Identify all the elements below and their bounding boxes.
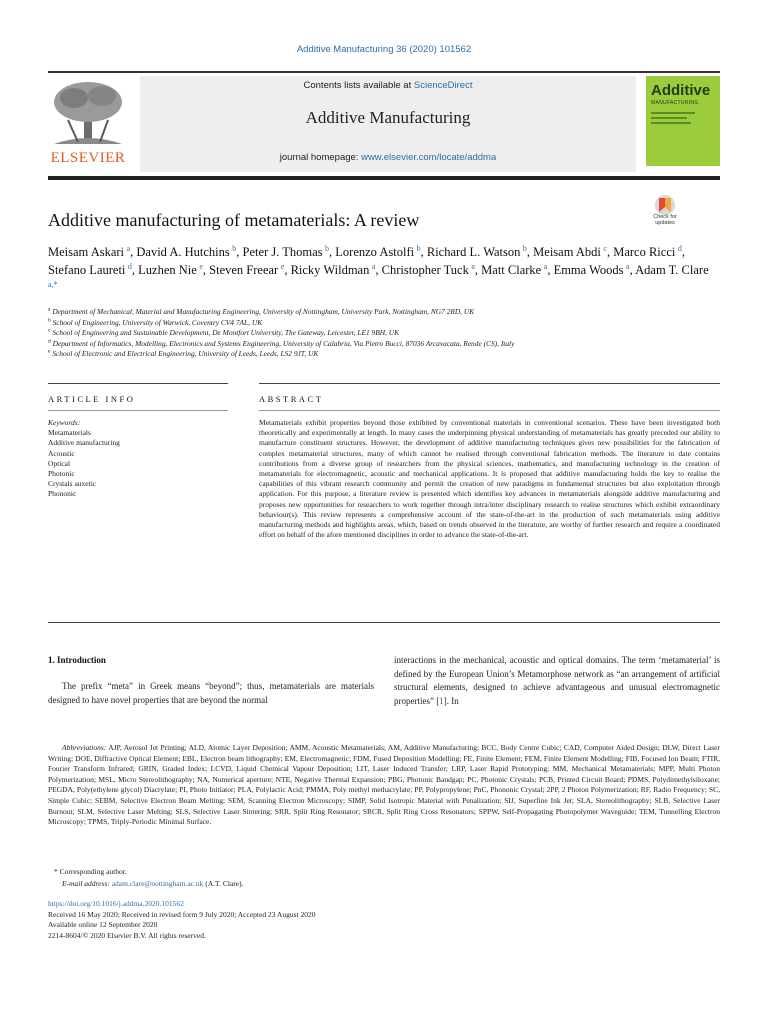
- abbreviations-label: Abbreviations:: [62, 743, 107, 752]
- homepage-line: [140, 152, 636, 163]
- author-name[interactable]: Ricky Wildman: [290, 263, 370, 277]
- author-entry[interactable]: [243, 245, 329, 259]
- email-label: E-mail address:: [62, 879, 110, 888]
- affiliation-marker: b: [48, 317, 51, 324]
- author-affiliation-marker[interactable]: b: [416, 243, 421, 253]
- author-entry[interactable]: [136, 245, 236, 259]
- doi-link[interactable]: https://doi.org/10.1016/j.addma.2020.101562: [48, 899, 184, 908]
- cover-line: [651, 122, 691, 124]
- keywords-list: [48, 428, 228, 499]
- author-affiliation-marker[interactable]: e: [199, 261, 203, 271]
- affiliation-text: School of Engineering, University of Warwick, Coventry CV4 7AL, UK: [52, 317, 263, 327]
- affiliation-text: School of Engineering and Sustainable Development, De Montfort University, The Gateway, Leicester, LE1 9BH, UK: [52, 328, 400, 338]
- intro-right-text: interactions in the mechanical, acoustic and optical domains. The term ‘metamaterial’ is defined by the European Union’s Metamorphose network as “an arrangement of artificial structural elements, designed to achieve advantageous and unusual electromagnetic properties” [: [394, 655, 720, 706]
- header-bottom-rule: [48, 176, 720, 180]
- bookmark-icon: [645, 194, 685, 216]
- introduction-heading: 1. Introduction: [48, 655, 106, 665]
- author-name[interactable]: Lorenzo Astolfi: [335, 245, 415, 259]
- copyright-line: 2214-8604/© 2020 Elsevier B.V. All rights reserved.: [48, 930, 206, 940]
- author-entry[interactable]: [209, 263, 284, 277]
- affiliation-text: Department of Informatics, Modelling, Electronics and Systems Engineering, University of Calabria, Via Pietro Bucci, 87036 Arcavacata, Rende (CS), Italy: [52, 338, 515, 348]
- abstract-rule: [259, 383, 720, 384]
- corresponding-author: * Corresponding author.: [54, 867, 127, 876]
- article-title: Additive manufacturing of metamaterials: A review: [48, 210, 420, 230]
- affiliation-item: [48, 307, 720, 318]
- keyword-item: Phononic: [48, 489, 77, 499]
- affiliation-item: [48, 349, 720, 360]
- author-entry[interactable]: [427, 245, 527, 259]
- available-online: Available online 12 September 2020: [48, 920, 158, 930]
- affiliation-text: Department of Mechanical, Material and Manufacturing Engineering, University of Nottingham, University Park, Nottingham, NG7 2RD, UK: [52, 307, 475, 316]
- cover-line: [651, 112, 695, 114]
- author-name[interactable]: Marco Ricci: [613, 245, 676, 259]
- homepage-link[interactable]: www.elsevier.com/locate/addma: [361, 152, 497, 163]
- citation-link[interactable]: 1: [439, 695, 444, 706]
- abstract-rule-2: [259, 410, 720, 411]
- author-affiliation-marker[interactable]: b: [522, 243, 527, 253]
- author-name[interactable]: Stefano Laureti: [48, 263, 126, 277]
- article-info-heading: ARTICLE INFO: [48, 394, 136, 404]
- contents-line: [140, 80, 636, 91]
- author-affiliation-marker[interactable]: a: [543, 261, 548, 271]
- affiliation-marker: d: [48, 338, 51, 345]
- author-affiliation-marker[interactable]: c: [603, 243, 607, 253]
- keyword-item: Metamaterials: [48, 428, 91, 438]
- introduction-paragraph-right: [394, 654, 720, 708]
- abstract-text: Metamaterials exhibit properties beyond those exhibited by conventional materials in conventional scenarios. These have been investigated both theoretically and experimentally at length. In many cases the underpinning physical understanding of metamaterials has greatly preceded our ability to manufacture constituent structures. However, the development of additive manufacturing techniques gives new possibilities for the fabrication of complex metamaterial structures, many of which cannot be realised through conventional fabrication methods. The literature to date contains contributions from a diverse group of researchers from the physical sciences, mathematics, and manufacturing technology in the creation of metamaterials for electromagnetic, acoustic and mechanical applications. It is proposed that additive manufacturing holds the key to realise the capabilities of this vibrant research community and permit the creation of new paradigms in fundamental structures but also exploitation through application. For this purpose, a literature review is presented which identifies key advances in metamaterials alongside additive manufacturing and proposes new opportunities for researchers to work together through intra/inter disciplinary research to realise structures which exhibit extraordinary behaviour(s). This review represents a comprehensive account of the state-of-the-art in the production of such metamaterials using additive manufacturing methods and highlights areas, which, based on trends observed in the literature, are worthy of further research and require a coordinated effort on behalf of the afore mentioned disciplines in order to advance the state-of-the-art.: [259, 418, 720, 540]
- keyword-item: Additive manufacturing: [48, 438, 120, 448]
- received-dates: Received 16 May 2020; Received in revised form 9 July 2020; Accepted 23 August 2020: [48, 909, 316, 919]
- author-affiliation-marker[interactable]: d: [127, 261, 132, 271]
- check-for-updates-label: Check for updates: [653, 214, 677, 226]
- author-name[interactable]: Richard L. Watson: [426, 245, 521, 259]
- abbreviations-text: AJP, Aerosol Jet Printing; ALD, Atomic Layer Deposition; AMM, Acoustic Metamaterials; AM, Additive Manufacturing; BCC, Body Centre Cubic; CAD, Computer Aided Design; DLW, Direct Laser Writing; DOE, Diffractive Optical Element; EBL, Electron beam lithography; EM, Electromagnetic; FDM, Fused Deposition Modelling; FE, Finite Element; FEM, Finite Element Modelling; FIB, Focused Ion Beam; FTIR, Fourier Transform Infrared; GRIN, Graded Index; LCVD, Liquid Chemical Vapour Deposition; LIT, Laser Induced Transfer; LRP, Laser Rapid Prototyping; MM, Mechanical Metamaterials; MPP, Multi Photon Polymerization; MSL, Micro Stereolithography; NA, Numerical aperture; NTE, Negative Thermal Expansion; PBG, Photonic Bandgap; PC, Photonic Crystals; PCB, Printed Circuit Board; PDMS, Polydimethylsiloxane; PEGDA, Poly(ethylene glycol) Diacrylate; PI, Photo Initiator; PLA, Polylactic Acid; PMMA, Poly methyl methacrylate; PP, Polypropylene; PnC, Phononic Crystal; 2PP, 2 Photon Polymerization; RF, Radio Frequency; SC, Simple Cubic; SEBM, Selective Electron Beam Melting; SEM, Scanning Electron Microscopy; SIMP, Solid Isotropic Material with Penalization; SIJ, Superfine Ink Jet; SLA, Stereolithography; SLB, Selective Laser Burnout; SLM, Selective Laser Melting; SLS, Selective Laser Sintering; SRR, Split Ring Resonator; SRCR, Split Ring Cross Resonators; SPPW, Self-Propagating Photopolymer Waveguide; TEM, Tunnelling Electron Microscopy; TPMS, Triply-Periodic Minimal Surface.: [48, 743, 720, 827]
- author-name[interactable]: Christopher Tuck: [381, 263, 469, 277]
- author-name[interactable]: Luzhen Nie: [138, 263, 197, 277]
- sciencedirect-link[interactable]: ScienceDirect: [413, 80, 473, 91]
- article-footer: [48, 899, 720, 941]
- author-entry[interactable]: [481, 263, 547, 277]
- affiliation-item: [48, 328, 720, 339]
- journal-reference[interactable]: Additive Manufacturing 36 (2020) 101562: [296, 44, 472, 55]
- keyword-item: Optical: [48, 458, 71, 468]
- author-name[interactable]: Meisam Askari: [48, 245, 125, 259]
- article-info-rule-2: [48, 410, 228, 411]
- keyword-item: Photonic: [48, 469, 75, 479]
- keyword-item: Crystals auxetic: [48, 479, 97, 489]
- affiliation-item: [48, 339, 720, 350]
- affiliation-marker: a: [48, 306, 51, 313]
- author-entry[interactable]: [48, 263, 132, 277]
- author-affiliation-marker[interactable]: a: [626, 261, 630, 271]
- email-line: [48, 878, 720, 890]
- affiliation-text: School of Electronic and Electrical Engineering, University of Leeds, Leeds, LS2 9JT, UK: [52, 349, 319, 359]
- article-info-rule: [48, 383, 228, 384]
- author-name[interactable]: Adam T. Clare: [635, 263, 709, 277]
- author-affiliation-marker[interactable]: e: [280, 261, 285, 271]
- author-name[interactable]: Steven Freear: [209, 263, 279, 277]
- author-affiliation-marker[interactable]: b: [325, 243, 330, 253]
- body-separator-rule: [48, 622, 720, 623]
- affiliation-marker: c: [48, 327, 51, 334]
- keyword-item: Acoustic: [48, 448, 75, 458]
- abbreviations-footnote: [48, 743, 720, 828]
- corresponding-author-note: [48, 866, 720, 890]
- author-name[interactable]: David A. Hutchins: [136, 245, 230, 259]
- author-affiliation-marker[interactable]: d: [677, 243, 682, 253]
- author-name[interactable]: Matt Clarke: [481, 263, 542, 277]
- email-suffix: (A.T. Clare).: [203, 879, 244, 888]
- keywords-block: [48, 418, 228, 500]
- introduction-paragraph-left: The prefix “meta” in Greek means “beyond”; thus, metamaterials are materials designed to have novel properties that are beyond the normal: [48, 681, 374, 705]
- affiliation-list: [48, 307, 720, 360]
- author-affiliation-marker[interactable]: a,*: [48, 279, 58, 289]
- affiliation-item: [48, 318, 720, 329]
- author-entry[interactable]: [138, 263, 203, 277]
- author-entry[interactable]: [533, 245, 607, 259]
- author-affiliation-marker[interactable]: b: [232, 243, 237, 253]
- author-entry[interactable]: [335, 245, 420, 259]
- keywords-label: Keywords:: [48, 418, 81, 427]
- journal-cover-thumbnail[interactable]: [646, 76, 720, 166]
- author-entry[interactable]: [554, 263, 630, 277]
- cover-title: Additive: [651, 82, 711, 99]
- affiliation-marker: e: [48, 348, 51, 355]
- homepage-prefix: journal homepage:: [279, 152, 362, 163]
- author-affiliation-marker[interactable]: a: [371, 261, 376, 271]
- header-top-rule: [48, 71, 720, 73]
- author-entry[interactable]: [48, 245, 130, 259]
- cover-line: [651, 117, 687, 119]
- email-link[interactable]: adam.clare@nottingham.ac.uk: [111, 879, 204, 888]
- author-name[interactable]: Meisam Abdi: [533, 245, 601, 259]
- contents-prefix: Contents lists available at: [303, 80, 414, 91]
- author-entry[interactable]: [613, 245, 682, 259]
- author-list: Meisam Askari $^a$, David A. Hutchins $^b$, Peter J. Thomas $^b$, Lorenzo Astolfi $^b$, Richard L. Watson $^b$, Meisam Abdi $^c$, Marco Ricci $^d$, Stefano Laureti $^d$, Luzhen Nie $^e$, Steven Freear $^e$, Ricky Wildman $^a$, Christopher Tuck $^a$, Matt Clarke $^a$, Emma Woods $^a$, Adam T. Clare $^{a,*}$: [48, 243, 720, 297]
- journal-title: Additive Manufacturing: [305, 108, 471, 127]
- author-name[interactable]: Peter J. Thomas: [242, 245, 323, 259]
- intro-right-text-end: ]. In: [443, 695, 459, 706]
- author-entry[interactable]: [291, 263, 376, 277]
- author-entry[interactable]: [382, 263, 475, 277]
- publisher-wordmark[interactable]: ELSEVIER: [50, 150, 126, 166]
- author-name[interactable]: Emma Woods: [553, 263, 624, 277]
- author-affiliation-marker[interactable]: a: [126, 243, 131, 253]
- cover-subtitle: MANUFACTURING: [651, 100, 699, 106]
- check-for-updates-badge[interactable]: [645, 194, 685, 234]
- author-affiliation-marker[interactable]: a: [471, 261, 475, 271]
- abstract-heading: ABSTRACT: [259, 394, 324, 404]
